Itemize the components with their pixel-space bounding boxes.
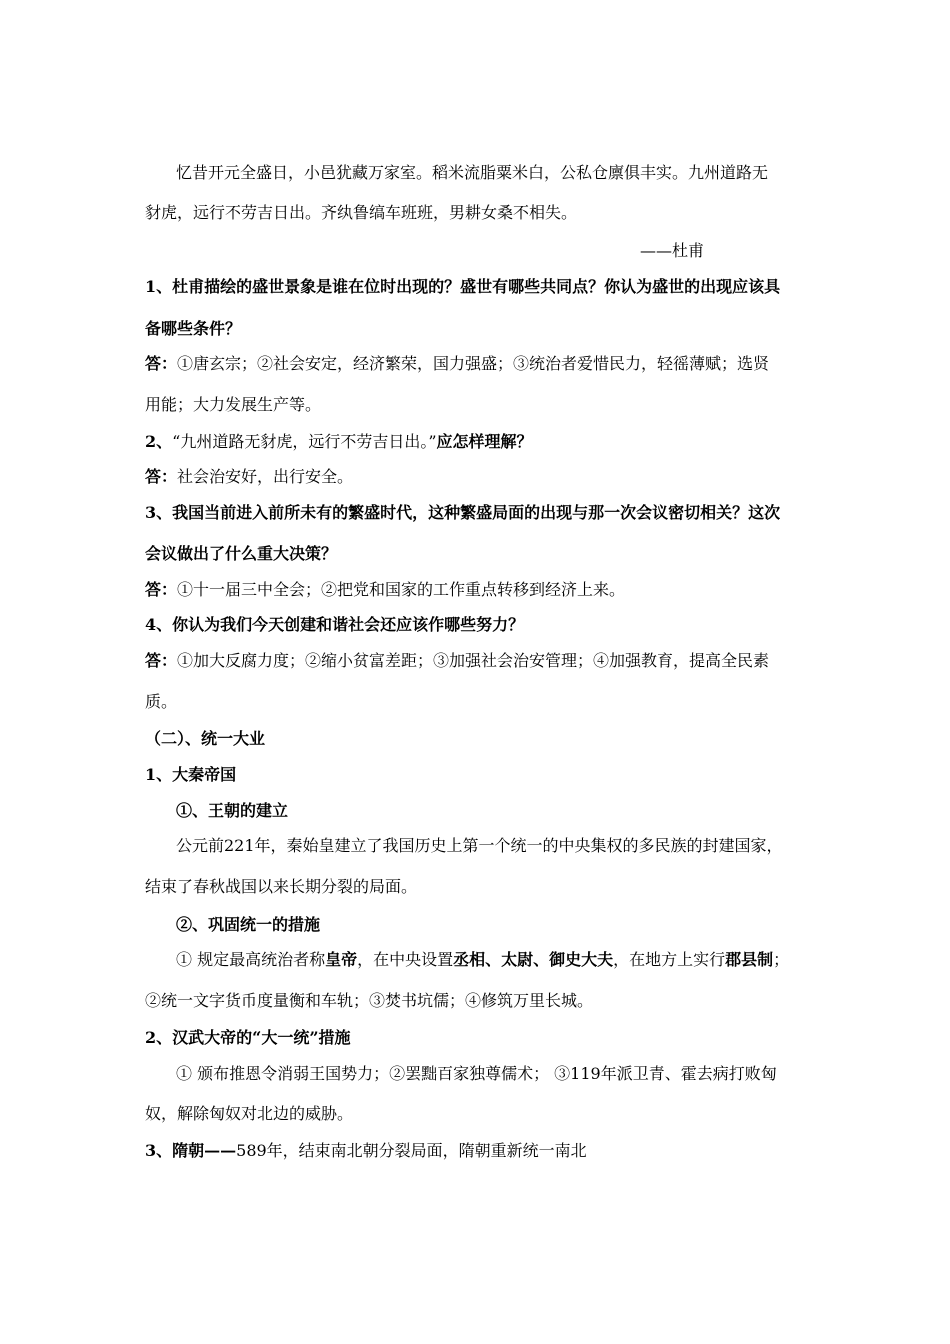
measures-text: ① 规定最高统治者称 (176, 950, 326, 969)
subheading-qin: 1、大秦帝国 (145, 765, 237, 784)
answer-4-line-1 (145, 650, 769, 672)
poem-line-2: 豺虎，远行不劳吉日出。齐纨鲁缟车班班，男耕女桑不相失。 (145, 203, 578, 222)
poem-line-1: 忆昔开元全盛日，小邑犹藏万家室。稻米流脂粟米白，公私仓廪俱丰实。九州道路无 (176, 163, 769, 182)
subheading-sui (145, 1140, 587, 1162)
answer-text: ①加大反腐力度；②缩小贫富差距；③加强社会治安管理；④加强教育，提高全民素 (177, 651, 770, 670)
poem-author: ——杜甫 (640, 241, 705, 260)
answer-label: 答： (145, 467, 178, 486)
measures-text: ； (773, 950, 790, 969)
section-heading: （二）、统一大业 (145, 729, 266, 748)
answer-3 (145, 579, 625, 601)
question-number: 2、 (145, 432, 173, 451)
answer-1-line-1 (145, 353, 769, 375)
keyword-prefecture-system: 郡县制 (725, 950, 774, 969)
founding-paragraph-line-1: 公元前221年，秦始皇建立了我国历史上第一个统一的中央集权的多民族的封建国家， (176, 836, 783, 855)
measures-text: ，在地方上实行 (613, 950, 726, 969)
question-tail: 应怎样理解？ (436, 432, 533, 451)
answer-1-line-2: 用能；大力发展生产等。 (145, 395, 322, 414)
answer-label: 答： (145, 651, 178, 670)
answer-2 (145, 466, 353, 488)
question-1-line-1: 1、杜甫描绘的盛世景象是谁在位时出现的？盛世有哪些共同点？你认为盛世的出现应该具 (145, 277, 781, 296)
founding-paragraph-line-2: 结束了春秋战国以来长期分裂的局面。 (145, 877, 418, 896)
answer-label: 答： (145, 354, 178, 373)
subheading-han: 2、汉武大帝的“大一统”措施 (145, 1028, 351, 1047)
answer-text: 社会治安好，出行安全。 (177, 467, 354, 486)
answer-4-line-2: 质。 (145, 692, 178, 711)
han-line-1: ① 颁布推恩令消弱王国势力；②罢黜百家独尊儒术； ③119年派卫青、霍去病打败匈 (176, 1064, 777, 1083)
question-2 (145, 431, 533, 453)
keyword-officials: 丞相、太尉、御史大夫 (453, 950, 614, 969)
question-quote: “九州道路无豺虎，远行不劳吉日出。” (172, 432, 437, 451)
sui-label: 3、隋朝—— (145, 1141, 237, 1160)
subheading-measures: ②、巩固统一的措施 (176, 915, 321, 934)
answer-label: 答： (145, 580, 178, 599)
measures-line-2: ②统一文字货币度量衡和车轨；③焚书坑儒；④修筑万里长城。 (145, 991, 594, 1010)
question-4: 4、你认为我们今天创建和谐社会还应该作哪些努力？ (145, 615, 525, 634)
question-1-line-2: 备哪些条件？ (145, 319, 242, 338)
keyword-emperor: 皇帝 (325, 950, 358, 969)
question-3-line-2: 会议做出了什么重大决策？ (145, 544, 338, 563)
subheading-founding: ①、王朝的建立 (176, 801, 289, 820)
han-line-2: 奴，解除匈奴对北边的威胁。 (145, 1104, 354, 1123)
measures-text: ，在中央设置 (357, 950, 454, 969)
answer-text: ①十一届三中全会；②把党和国家的工作重点转移到经济上来。 (177, 580, 626, 599)
question-3-line-1: 3、我国当前进入前所未有的繁盛时代，这种繁盛局面的出现与那一次会议密切相关？这次 (145, 503, 781, 522)
sui-text: 589年，结束南北朝分裂局面，隋朝重新统一南北 (236, 1141, 587, 1160)
answer-text: ①唐玄宗；②社会安定，经济繁荣，国力强盛；③统治者爱惜民力，轻徭薄赋；选贤 (177, 354, 770, 373)
measures-line-1 (176, 949, 789, 971)
